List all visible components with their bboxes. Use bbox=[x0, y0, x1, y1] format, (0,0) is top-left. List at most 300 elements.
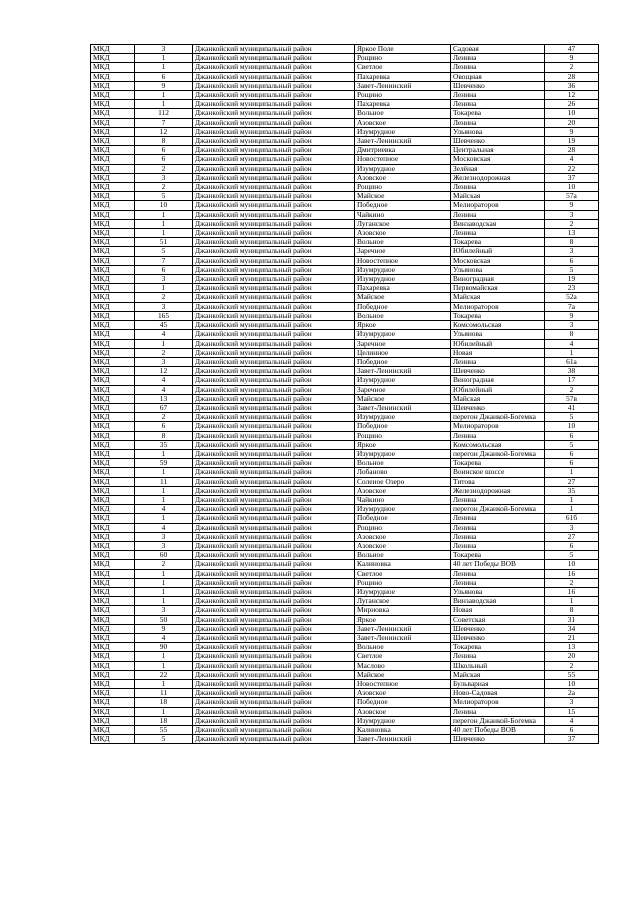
cell-settlement: Светлое bbox=[355, 63, 451, 72]
cell-type: МКД bbox=[91, 624, 135, 633]
cell-district: Джанкойский муниципальный район bbox=[193, 615, 355, 624]
table-row bbox=[91, 532, 599, 541]
table-row bbox=[91, 385, 599, 394]
cell-street: Майская bbox=[451, 293, 545, 302]
cell-type: МКД bbox=[91, 578, 135, 587]
cell-district: Джанкойский муниципальный район bbox=[193, 311, 355, 320]
cell-settlement: Майское bbox=[355, 394, 451, 403]
cell-type: МКД bbox=[91, 81, 135, 90]
cell-street: Шевченко bbox=[451, 624, 545, 633]
table-row bbox=[91, 449, 599, 458]
cell-settlement: Луганское bbox=[355, 219, 451, 228]
cell-type: МКД bbox=[91, 560, 135, 569]
cell-settlement: Целинное bbox=[355, 348, 451, 357]
cell-count: 1 bbox=[135, 514, 193, 523]
cell-type: МКД bbox=[91, 155, 135, 164]
cell-street: Первомайская bbox=[451, 284, 545, 293]
table-row bbox=[91, 91, 599, 100]
cell-house: 5 bbox=[545, 551, 599, 560]
cell-street: Ленина bbox=[451, 541, 545, 550]
cell-house: 10 bbox=[545, 560, 599, 569]
table-row bbox=[91, 606, 599, 615]
cell-settlement: Чайкино bbox=[355, 210, 451, 219]
cell-settlement: Победное bbox=[355, 698, 451, 707]
cell-district: Джанкойский муниципальный район bbox=[193, 449, 355, 458]
cell-settlement: Новостепное bbox=[355, 680, 451, 689]
cell-count: 5 bbox=[135, 247, 193, 256]
cell-street: Новая bbox=[451, 348, 545, 357]
cell-count: 6 bbox=[135, 265, 193, 274]
cell-settlement: Изумрудное bbox=[355, 449, 451, 458]
cell-type: МКД bbox=[91, 449, 135, 458]
cell-house: 13 bbox=[545, 229, 599, 238]
cell-settlement: Маслово bbox=[355, 661, 451, 670]
cell-house: 9 bbox=[545, 311, 599, 320]
cell-street: Ленина bbox=[451, 523, 545, 532]
cell-house: 37 bbox=[545, 735, 599, 744]
cell-settlement: Победное bbox=[355, 201, 451, 210]
cell-district: Джанкойский муниципальный район bbox=[193, 238, 355, 247]
table-row bbox=[91, 431, 599, 440]
cell-district: Джанкойский муниципальный район bbox=[193, 643, 355, 652]
cell-district: Джанкойский муниципальный район bbox=[193, 569, 355, 578]
cell-district: Джанкойский муниципальный район bbox=[193, 339, 355, 348]
cell-street: Ленина bbox=[451, 707, 545, 716]
cell-house: 47 bbox=[545, 45, 599, 54]
table-row bbox=[91, 45, 599, 54]
cell-type: МКД bbox=[91, 91, 135, 100]
cell-street: Комсомольская bbox=[451, 321, 545, 330]
cell-type: МКД bbox=[91, 707, 135, 716]
cell-settlement: Вольное bbox=[355, 643, 451, 652]
cell-house: 2 bbox=[545, 578, 599, 587]
cell-count: 90 bbox=[135, 643, 193, 652]
cell-house: 5 bbox=[545, 265, 599, 274]
cell-district: Джанкойский муниципальный район bbox=[193, 247, 355, 256]
cell-settlement: Завет-Ленинский bbox=[355, 367, 451, 376]
cell-type: МКД bbox=[91, 183, 135, 192]
cell-house: 3 bbox=[545, 321, 599, 330]
cell-street: Винзаводская bbox=[451, 597, 545, 606]
cell-district: Джанкойский муниципальный район bbox=[193, 367, 355, 376]
table-row bbox=[91, 109, 599, 118]
cell-house: 2а bbox=[545, 689, 599, 698]
cell-settlement: Завет-Ленинский bbox=[355, 403, 451, 412]
cell-type: МКД bbox=[91, 680, 135, 689]
cell-type: МКД bbox=[91, 505, 135, 514]
cell-district: Джанкойский муниципальный район bbox=[193, 431, 355, 440]
table-row bbox=[91, 118, 599, 127]
cell-count: 4 bbox=[135, 634, 193, 643]
cell-house: 8 bbox=[545, 238, 599, 247]
table-row bbox=[91, 440, 599, 449]
table-row bbox=[91, 624, 599, 633]
cell-street: Токарева bbox=[451, 459, 545, 468]
cell-count: 12 bbox=[135, 127, 193, 136]
cell-street: Токарева bbox=[451, 311, 545, 320]
cell-count: 11 bbox=[135, 689, 193, 698]
cell-street: Бульварная bbox=[451, 680, 545, 689]
cell-settlement: Мирновка bbox=[355, 606, 451, 615]
table-row bbox=[91, 505, 599, 514]
cell-count: 3 bbox=[135, 173, 193, 182]
cell-count: 2 bbox=[135, 560, 193, 569]
cell-type: МКД bbox=[91, 45, 135, 54]
cell-settlement: Азовское bbox=[355, 707, 451, 716]
cell-count: 8 bbox=[135, 137, 193, 146]
cell-house: 20 bbox=[545, 118, 599, 127]
cell-type: МКД bbox=[91, 127, 135, 136]
cell-type: МКД bbox=[91, 403, 135, 412]
table-row bbox=[91, 54, 599, 63]
cell-type: МКД bbox=[91, 652, 135, 661]
cell-district: Джанкойский муниципальный район bbox=[193, 357, 355, 366]
cell-count: 2 bbox=[135, 183, 193, 192]
cell-type: МКД bbox=[91, 670, 135, 679]
cell-district: Джанкойский муниципальный район bbox=[193, 118, 355, 127]
cell-district: Джанкойский муниципальный район bbox=[193, 670, 355, 679]
cell-house: 2 bbox=[545, 661, 599, 670]
table-row bbox=[91, 643, 599, 652]
cell-house: 38 bbox=[545, 367, 599, 376]
table-row bbox=[91, 477, 599, 486]
cell-house: 17 bbox=[545, 376, 599, 385]
cell-street: Шевченко bbox=[451, 367, 545, 376]
cell-house: 10 bbox=[545, 183, 599, 192]
cell-type: МКД bbox=[91, 367, 135, 376]
cell-settlement: Азовское bbox=[355, 486, 451, 495]
cell-street: Шевченко bbox=[451, 634, 545, 643]
table-row bbox=[91, 100, 599, 109]
cell-house: 2 bbox=[545, 385, 599, 394]
cell-count: 1 bbox=[135, 339, 193, 348]
cell-district: Джанкойский муниципальный район bbox=[193, 385, 355, 394]
cell-district: Джанкойский муниципальный район bbox=[193, 63, 355, 72]
cell-count: 2 bbox=[135, 164, 193, 173]
cell-house: 20 bbox=[545, 652, 599, 661]
cell-type: МКД bbox=[91, 210, 135, 219]
table-row bbox=[91, 597, 599, 606]
cell-type: МКД bbox=[91, 698, 135, 707]
cell-type: МКД bbox=[91, 422, 135, 431]
cell-settlement: Майское bbox=[355, 293, 451, 302]
cell-district: Джанкойский муниципальный район bbox=[193, 514, 355, 523]
cell-house: 22 bbox=[545, 164, 599, 173]
cell-type: МКД bbox=[91, 219, 135, 228]
cell-district: Джанкойский муниципальный район bbox=[193, 477, 355, 486]
table-row bbox=[91, 192, 599, 201]
cell-type: МКД bbox=[91, 597, 135, 606]
cell-count: 1 bbox=[135, 569, 193, 578]
cell-street: Мелиораторов bbox=[451, 201, 545, 210]
cell-street: Токарева bbox=[451, 109, 545, 118]
cell-settlement: Светлое bbox=[355, 569, 451, 578]
cell-street: Ленина bbox=[451, 532, 545, 541]
cell-street: Ленина bbox=[451, 495, 545, 504]
cell-district: Джанкойский муниципальный район bbox=[193, 284, 355, 293]
table-row bbox=[91, 210, 599, 219]
cell-type: МКД bbox=[91, 587, 135, 596]
cell-street: Железнодорожная bbox=[451, 173, 545, 182]
cell-house: 5 bbox=[545, 440, 599, 449]
cell-house: 34 bbox=[545, 624, 599, 633]
cell-house: 57в bbox=[545, 394, 599, 403]
cell-district: Джанкойский муниципальный район bbox=[193, 707, 355, 716]
cell-count: 6 bbox=[135, 146, 193, 155]
cell-count: 3 bbox=[135, 275, 193, 284]
cell-settlement: Рощино bbox=[355, 183, 451, 192]
cell-house: 16 bbox=[545, 587, 599, 596]
cell-district: Джанкойский муниципальный район bbox=[193, 72, 355, 81]
table-row bbox=[91, 321, 599, 330]
cell-district: Джанкойский муниципальный район bbox=[193, 210, 355, 219]
table-row bbox=[91, 716, 599, 725]
cell-street: Винзаводская bbox=[451, 219, 545, 228]
cell-count: 3 bbox=[135, 357, 193, 366]
cell-house: 1 bbox=[545, 597, 599, 606]
cell-district: Джанкойский муниципальный район bbox=[193, 45, 355, 54]
cell-count: 1 bbox=[135, 661, 193, 670]
cell-count: 2 bbox=[135, 413, 193, 422]
cell-street: Ленина bbox=[451, 578, 545, 587]
cell-type: МКД bbox=[91, 413, 135, 422]
table-row bbox=[91, 376, 599, 385]
cell-settlement: Калиновка bbox=[355, 560, 451, 569]
cell-type: МКД bbox=[91, 735, 135, 744]
cell-house: 9 bbox=[545, 54, 599, 63]
cell-count: 9 bbox=[135, 624, 193, 633]
cell-house: 35 bbox=[545, 486, 599, 495]
cell-settlement: Вольное bbox=[355, 109, 451, 118]
cell-street: Ленина bbox=[451, 183, 545, 192]
cell-house: 3 bbox=[545, 698, 599, 707]
cell-district: Джанкойский муниципальный район bbox=[193, 164, 355, 173]
cell-settlement: Лобаново bbox=[355, 468, 451, 477]
cell-count: 18 bbox=[135, 698, 193, 707]
cell-street: Ульянова bbox=[451, 265, 545, 274]
cell-house: 4 bbox=[545, 155, 599, 164]
cell-settlement: Соленое Озеро bbox=[355, 477, 451, 486]
cell-type: МКД bbox=[91, 634, 135, 643]
cell-district: Джанкойский муниципальный район bbox=[193, 54, 355, 63]
cell-street: Шевченко bbox=[451, 735, 545, 744]
cell-settlement: Дмитриевка bbox=[355, 146, 451, 155]
cell-settlement: Изумрудное bbox=[355, 164, 451, 173]
cell-count: 1 bbox=[135, 468, 193, 477]
cell-settlement: Светлое bbox=[355, 652, 451, 661]
cell-settlement: Новостепное bbox=[355, 256, 451, 265]
cell-settlement: Изумрудное bbox=[355, 413, 451, 422]
table-row bbox=[91, 514, 599, 523]
cell-count: 5 bbox=[135, 735, 193, 744]
table-row bbox=[91, 735, 599, 744]
table-row bbox=[91, 238, 599, 247]
cell-house: 12 bbox=[545, 91, 599, 100]
cell-house: 61а bbox=[545, 357, 599, 366]
cell-type: МКД bbox=[91, 551, 135, 560]
cell-settlement: Вольное bbox=[355, 311, 451, 320]
cell-count: 1 bbox=[135, 229, 193, 238]
cell-count: 11 bbox=[135, 477, 193, 486]
cell-type: МКД bbox=[91, 275, 135, 284]
cell-district: Джанкойский муниципальный район bbox=[193, 606, 355, 615]
cell-type: МКД bbox=[91, 137, 135, 146]
cell-district: Джанкойский муниципальный район bbox=[193, 560, 355, 569]
cell-type: МКД bbox=[91, 726, 135, 735]
table-row bbox=[91, 229, 599, 238]
cell-count: 1 bbox=[135, 284, 193, 293]
cell-street: Майская bbox=[451, 670, 545, 679]
cell-count: 55 bbox=[135, 726, 193, 735]
cell-house: 27 bbox=[545, 477, 599, 486]
cell-street: Юбилейный bbox=[451, 385, 545, 394]
cell-count: 67 bbox=[135, 403, 193, 412]
table-row bbox=[91, 698, 599, 707]
cell-count: 1 bbox=[135, 707, 193, 716]
cell-count: 4 bbox=[135, 330, 193, 339]
table-row bbox=[91, 661, 599, 670]
cell-type: МКД bbox=[91, 146, 135, 155]
cell-settlement: Изумрудное bbox=[355, 376, 451, 385]
cell-street: Ульянова bbox=[451, 127, 545, 136]
cell-house: 9 bbox=[545, 201, 599, 210]
table-row bbox=[91, 63, 599, 72]
cell-settlement: Заречное bbox=[355, 247, 451, 256]
cell-district: Джанкойский муниципальный район bbox=[193, 376, 355, 385]
cell-type: МКД bbox=[91, 109, 135, 118]
cell-house: 3 bbox=[545, 247, 599, 256]
cell-type: МКД bbox=[91, 54, 135, 63]
cell-district: Джанкойский муниципальный район bbox=[193, 219, 355, 228]
cell-district: Джанкойский муниципальный район bbox=[193, 293, 355, 302]
cell-settlement: Рощино bbox=[355, 578, 451, 587]
cell-settlement: Азовское bbox=[355, 532, 451, 541]
cell-street: Мелиораторов bbox=[451, 302, 545, 311]
cell-street: Ульянова bbox=[451, 587, 545, 596]
cell-settlement: Азовское bbox=[355, 118, 451, 127]
cell-district: Джанкойский муниципальный район bbox=[193, 505, 355, 514]
cell-house: 6 bbox=[545, 449, 599, 458]
cell-settlement: Победное bbox=[355, 357, 451, 366]
cell-settlement: Победное bbox=[355, 422, 451, 431]
cell-type: МКД bbox=[91, 495, 135, 504]
table-row bbox=[91, 164, 599, 173]
cell-settlement: Пахаревка bbox=[355, 284, 451, 293]
cell-house: 6 bbox=[545, 431, 599, 440]
cell-street: Ленина bbox=[451, 54, 545, 63]
cell-settlement: Калиновка bbox=[355, 726, 451, 735]
cell-street: Шевченко bbox=[451, 81, 545, 90]
cell-house: 3 bbox=[545, 523, 599, 532]
cell-district: Джанкойский муниципальный район bbox=[193, 127, 355, 136]
cell-count: 1 bbox=[135, 210, 193, 219]
cell-count: 50 bbox=[135, 615, 193, 624]
cell-type: МКД bbox=[91, 321, 135, 330]
table-row bbox=[91, 486, 599, 495]
cell-settlement: Вольное bbox=[355, 238, 451, 247]
cell-type: МКД bbox=[91, 348, 135, 357]
cell-street: Новая bbox=[451, 606, 545, 615]
cell-count: 165 bbox=[135, 311, 193, 320]
cell-settlement: Завет-Ленинский bbox=[355, 81, 451, 90]
cell-count: 1 bbox=[135, 652, 193, 661]
cell-street: Юбилейный bbox=[451, 339, 545, 348]
cell-house: 1 bbox=[545, 468, 599, 477]
table-row bbox=[91, 394, 599, 403]
cell-count: 4 bbox=[135, 385, 193, 394]
cell-settlement: Победное bbox=[355, 514, 451, 523]
table-row bbox=[91, 357, 599, 366]
cell-settlement: Изумрудное bbox=[355, 330, 451, 339]
cell-type: МКД bbox=[91, 532, 135, 541]
cell-district: Джанкойский муниципальный район bbox=[193, 413, 355, 422]
cell-count: 3 bbox=[135, 541, 193, 550]
cell-type: МКД bbox=[91, 72, 135, 81]
cell-street: Зелёная bbox=[451, 164, 545, 173]
cell-count: 1 bbox=[135, 63, 193, 72]
cell-type: МКД bbox=[91, 256, 135, 265]
cell-type: МКД bbox=[91, 661, 135, 670]
cell-district: Джанкойский муниципальный район bbox=[193, 680, 355, 689]
cell-house: 26 bbox=[545, 100, 599, 109]
cell-count: 3 bbox=[135, 45, 193, 54]
cell-settlement: Изумрудное bbox=[355, 505, 451, 514]
table-row bbox=[91, 707, 599, 716]
cell-count: 4 bbox=[135, 505, 193, 514]
cell-district: Джанкойский муниципальный район bbox=[193, 183, 355, 192]
table-row bbox=[91, 137, 599, 146]
cell-district: Джанкойский муниципальный район bbox=[193, 726, 355, 735]
cell-district: Джанкойский муниципальный район bbox=[193, 265, 355, 274]
cell-street: Ленина bbox=[451, 100, 545, 109]
table-row bbox=[91, 422, 599, 431]
cell-district: Джанкойский муниципальный район bbox=[193, 578, 355, 587]
cell-count: 5 bbox=[135, 192, 193, 201]
cell-type: МКД bbox=[91, 394, 135, 403]
cell-district: Джанкойский муниципальный район bbox=[193, 698, 355, 707]
cell-district: Джанкойский муниципальный район bbox=[193, 459, 355, 468]
cell-settlement: Яркое Поле bbox=[355, 45, 451, 54]
cell-district: Джанкойский муниципальный район bbox=[193, 81, 355, 90]
cell-house: 9 bbox=[545, 127, 599, 136]
table-row bbox=[91, 265, 599, 274]
cell-count: 1 bbox=[135, 100, 193, 109]
cell-settlement: Изумрудное bbox=[355, 587, 451, 596]
cell-settlement: Изумрудное bbox=[355, 127, 451, 136]
cell-settlement: Чайкино bbox=[355, 495, 451, 504]
table-row bbox=[91, 634, 599, 643]
cell-house: 19 bbox=[545, 137, 599, 146]
cell-settlement: Изумрудное bbox=[355, 275, 451, 284]
table-row bbox=[91, 726, 599, 735]
cell-district: Джанкойский муниципальный район bbox=[193, 394, 355, 403]
cell-district: Джанкойский муниципальный район bbox=[193, 146, 355, 155]
table-row bbox=[91, 413, 599, 422]
cell-street: Железнодорожная bbox=[451, 486, 545, 495]
cell-settlement: Изумрудное bbox=[355, 716, 451, 725]
cell-street: Ленина bbox=[451, 514, 545, 523]
cell-street: Центральная bbox=[451, 146, 545, 155]
cell-house: 6 bbox=[545, 256, 599, 265]
cell-district: Джанкойский муниципальный район bbox=[193, 735, 355, 744]
cell-district: Джанкойский муниципальный район bbox=[193, 652, 355, 661]
cell-type: МКД bbox=[91, 192, 135, 201]
table-row bbox=[91, 615, 599, 624]
cell-count: 2 bbox=[135, 348, 193, 357]
cell-district: Джанкойский муниципальный район bbox=[193, 689, 355, 698]
cell-street: Виноградная bbox=[451, 376, 545, 385]
cell-count: 8 bbox=[135, 431, 193, 440]
